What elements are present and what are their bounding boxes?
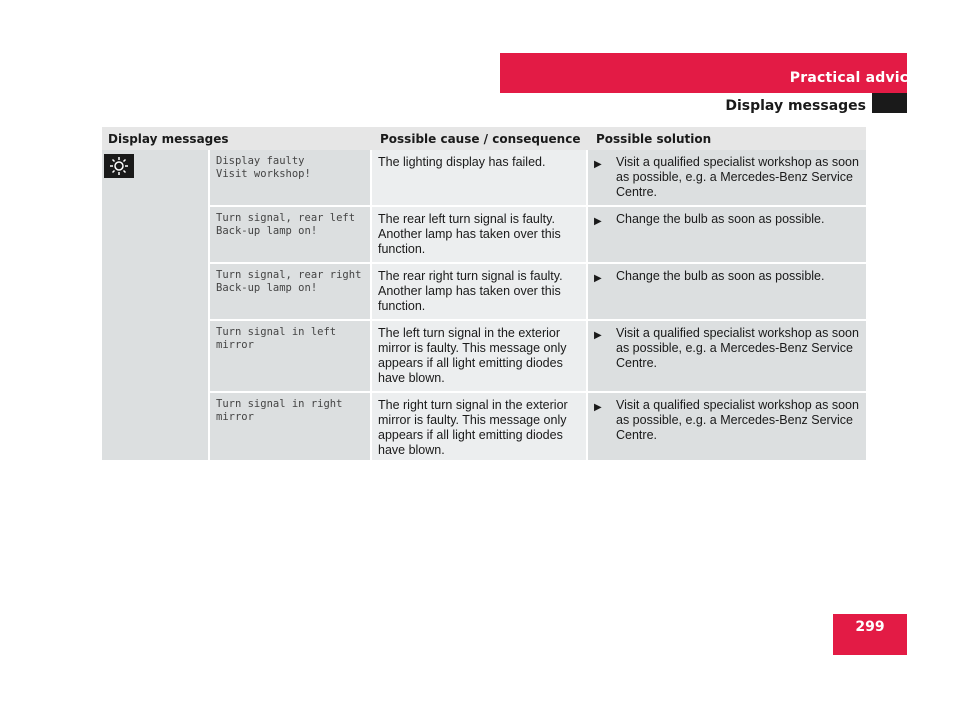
lamp-icon <box>104 154 134 178</box>
column-header-cause: Possible cause / consequence <box>380 132 581 146</box>
table-row <box>210 150 866 207</box>
table-row <box>210 321 866 393</box>
cause-text: The lighting display has failed. <box>372 150 588 205</box>
solution-cell <box>588 207 866 262</box>
arrow-icon: ▶ <box>594 402 602 413</box>
table-row <box>210 207 866 264</box>
table-row <box>210 393 866 460</box>
solution-text: Change the bulb as soon as possible. <box>616 212 825 226</box>
arrow-icon: ▶ <box>594 159 602 170</box>
solution-cell <box>588 393 866 460</box>
arrow-icon: ▶ <box>594 216 602 227</box>
tab-marker <box>872 93 907 113</box>
arrow-icon: ▶ <box>594 273 602 284</box>
column-header-solution: Possible solution <box>596 132 712 146</box>
message-text: Turn signal, rear left Back-up lamp on! <box>210 207 372 262</box>
solution-text: Change the bulb as soon as possible. <box>616 269 825 283</box>
subsection-title: Display messages <box>725 98 866 114</box>
table-header <box>102 127 866 150</box>
section-title: Practical advice <box>789 70 918 86</box>
message-text: Display faulty Visit workshop! <box>210 150 372 205</box>
message-text: Turn signal in right mirror <box>210 393 372 460</box>
display-messages-table <box>102 127 866 460</box>
cause-text: The right turn signal in the exterior mirror is faulty. This message only appears if all light emitting diodes have blown. <box>372 393 588 460</box>
cause-text: The left turn signal in the exterior mirror is faulty. This message only appears if all light emitting diodes have blown. <box>372 321 588 391</box>
page-number: 299 <box>855 619 885 635</box>
solution-cell <box>588 150 866 205</box>
message-text: Turn signal, rear right Back-up lamp on! <box>210 264 372 319</box>
table-row <box>210 264 866 321</box>
message-text: Turn signal in left mirror <box>210 321 372 391</box>
column-header-messages: Display messages <box>108 132 229 146</box>
arrow-icon: ▶ <box>594 330 602 341</box>
solution-cell <box>588 264 866 319</box>
solution-text: Visit a qualified specialist workshop as soon as possible, e.g. a Mercedes-Benz Service Centre. <box>616 398 859 442</box>
cause-text: The rear right turn signal is faulty. Another lamp has taken over this function. <box>372 264 588 319</box>
solution-text: Visit a qualified specialist workshop as soon as possible, e.g. a Mercedes-Benz Service Centre. <box>616 155 859 199</box>
solution-cell <box>588 321 866 391</box>
solution-text: Visit a qualified specialist workshop as soon as possible, e.g. a Mercedes-Benz Service Centre. <box>616 326 859 370</box>
icon-column <box>102 150 210 460</box>
cause-text: The rear left turn signal is faulty. Another lamp has taken over this function. <box>372 207 588 262</box>
